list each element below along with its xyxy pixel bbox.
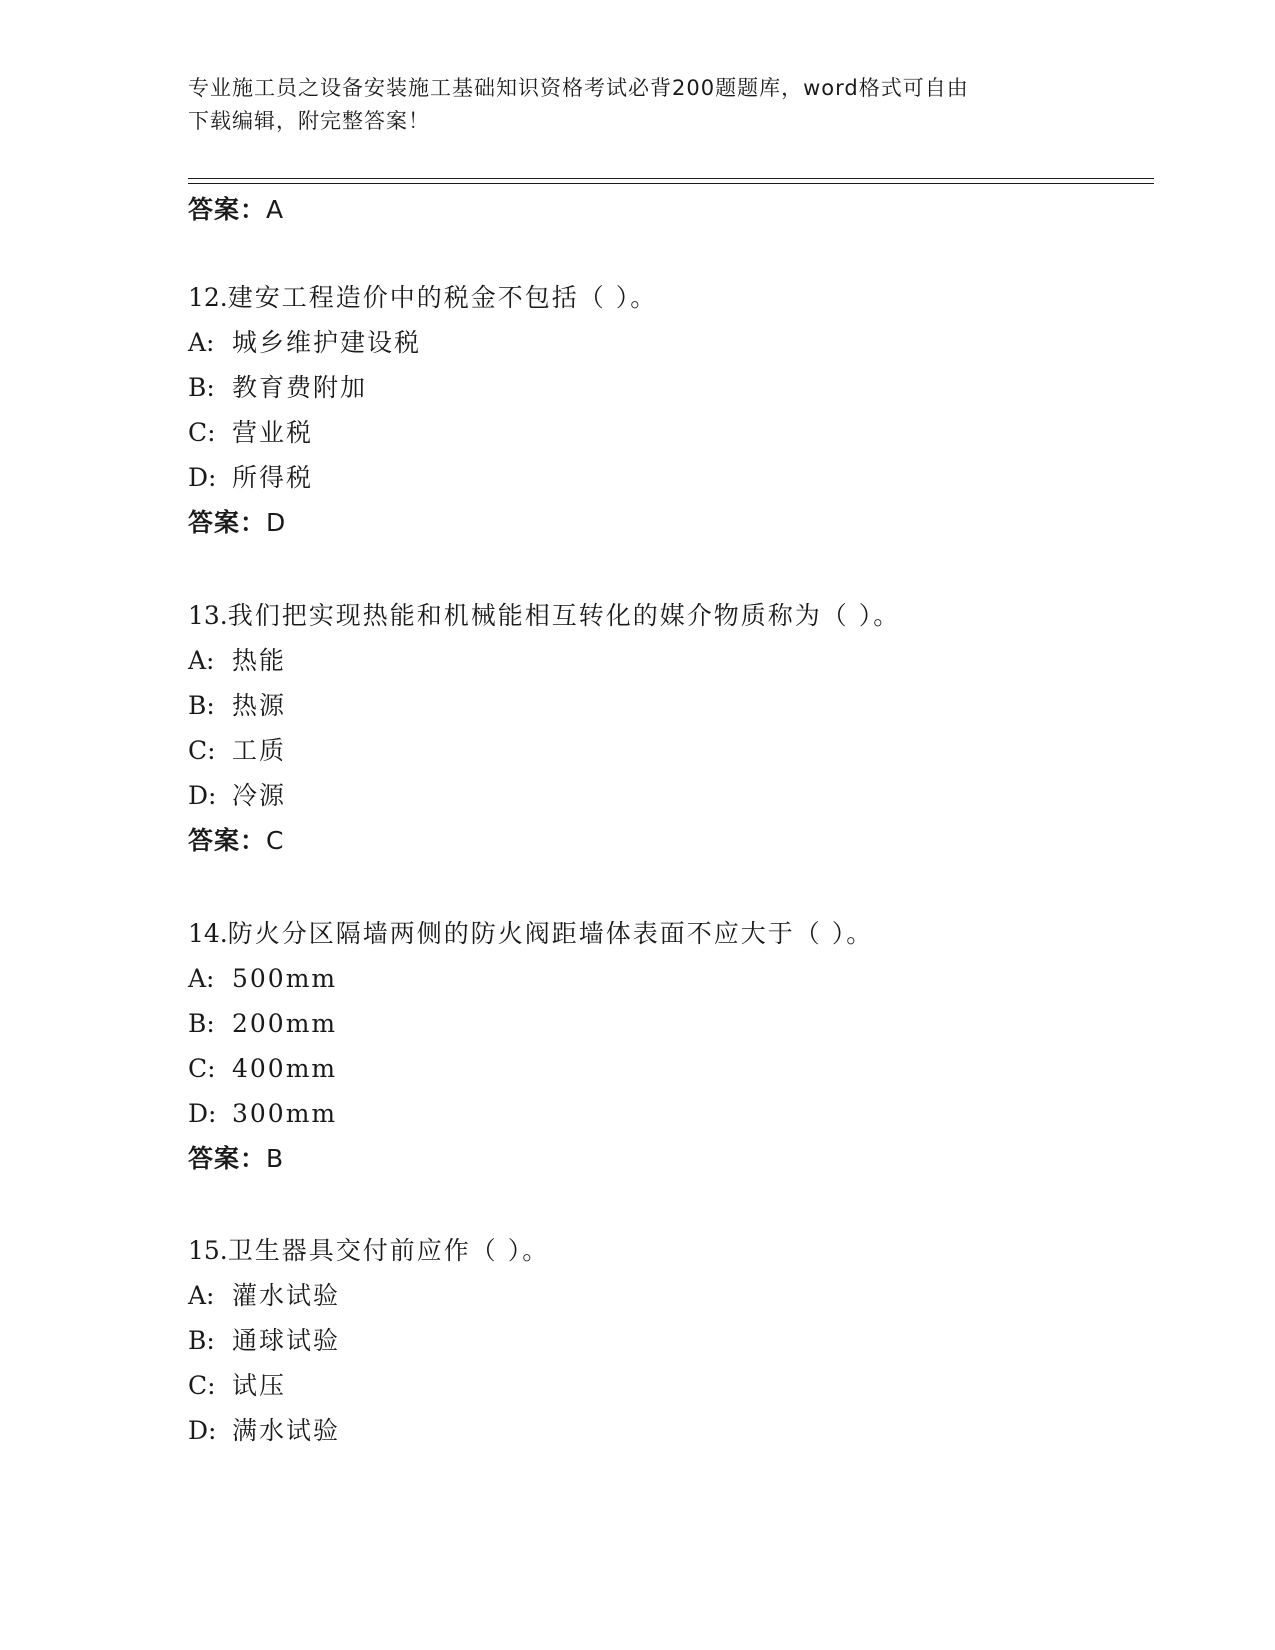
option-letter: D:	[188, 1099, 217, 1128]
question-12-stem	[188, 280, 657, 316]
document-header	[188, 72, 1088, 138]
answer-label: 答案：	[188, 826, 267, 855]
header-title-line-2: 下载编辑，附完整答案！	[188, 109, 430, 133]
answer-value: D	[266, 508, 287, 537]
option-text: 试压	[232, 1371, 287, 1400]
question-text: 建安工程造价中的税金不包括（ ）。	[227, 283, 658, 312]
option-letter: B:	[188, 1326, 215, 1355]
question-14-stem	[188, 916, 873, 952]
option-letter: C:	[188, 736, 216, 765]
question-15-option-a	[188, 1278, 340, 1314]
option-text: 通球试验	[232, 1326, 341, 1355]
option-text: 营业税	[232, 418, 314, 447]
question-number: 12.	[188, 283, 228, 312]
question-15-stem	[188, 1233, 549, 1269]
option-text: 教育费附加	[232, 373, 368, 402]
option-letter: A:	[188, 328, 215, 357]
option-text: 200mm	[232, 1009, 338, 1038]
question-12-option-d	[188, 460, 313, 496]
prev-answer-line	[188, 192, 284, 228]
option-text: 400mm	[232, 1054, 338, 1083]
question-text: 防火分区隔墙两侧的防火阀距墙体表面不应大于（ ）。	[227, 919, 874, 948]
question-12-option-a	[188, 325, 421, 361]
answer-value: C	[266, 826, 285, 855]
question-15-option-c	[188, 1368, 286, 1404]
question-13-stem	[188, 598, 900, 634]
option-text: 300mm	[232, 1099, 338, 1128]
question-15-option-b	[188, 1323, 340, 1359]
question-number: 14.	[188, 919, 228, 948]
header-title-line-1: 专业施工员之设备安装施工基础知识资格考试必背200题题库，word格式可自由	[188, 76, 969, 100]
question-15-option-d	[188, 1413, 340, 1449]
question-14-option-d	[188, 1096, 337, 1132]
header-divider-top	[188, 178, 1154, 179]
option-text: 灌水试验	[232, 1281, 341, 1310]
question-14-option-b	[188, 1006, 337, 1042]
option-text: 500mm	[232, 964, 338, 993]
question-13-option-b	[188, 688, 286, 724]
answer-label: 答案：	[188, 195, 267, 224]
option-text: 冷源	[232, 781, 287, 810]
option-text: 工质	[232, 736, 287, 765]
question-12-option-c	[188, 415, 313, 451]
option-letter: C:	[188, 418, 216, 447]
option-letter: C:	[188, 1371, 216, 1400]
header-divider-bottom	[188, 183, 1154, 184]
question-14-answer	[188, 1141, 284, 1177]
option-letter: A:	[188, 1281, 215, 1310]
question-text: 我们把实现热能和机械能相互转化的媒介物质称为（ ）。	[227, 601, 901, 630]
option-text: 所得税	[232, 463, 314, 492]
question-13-answer	[188, 823, 284, 859]
option-text: 热能	[232, 646, 287, 675]
answer-label: 答案：	[188, 1144, 267, 1173]
option-letter: D:	[188, 1416, 217, 1445]
question-13-option-a	[188, 643, 286, 679]
option-text: 热源	[232, 691, 287, 720]
question-number: 13.	[188, 601, 228, 630]
option-letter: A:	[188, 646, 215, 675]
question-14-option-c	[188, 1051, 337, 1087]
question-13-option-c	[188, 733, 286, 769]
question-number: 15.	[188, 1236, 228, 1265]
question-13-option-d	[188, 778, 286, 814]
question-text: 卫生器具交付前应作（ ）。	[227, 1236, 550, 1265]
option-letter: D:	[188, 463, 217, 492]
question-12-answer	[188, 505, 286, 541]
question-12-option-b	[188, 370, 367, 406]
option-letter: B:	[188, 1009, 215, 1038]
answer-label: 答案：	[188, 508, 267, 537]
option-letter: A:	[188, 964, 215, 993]
question-14-option-a	[188, 961, 337, 997]
option-text: 城乡维护建设税	[232, 328, 422, 357]
answer-value: B	[266, 1144, 285, 1173]
option-letter: D:	[188, 781, 217, 810]
option-letter: B:	[188, 373, 215, 402]
option-letter: B:	[188, 691, 215, 720]
option-letter: C:	[188, 1054, 216, 1083]
option-text: 满水试验	[232, 1416, 341, 1445]
answer-value: A	[266, 195, 285, 224]
